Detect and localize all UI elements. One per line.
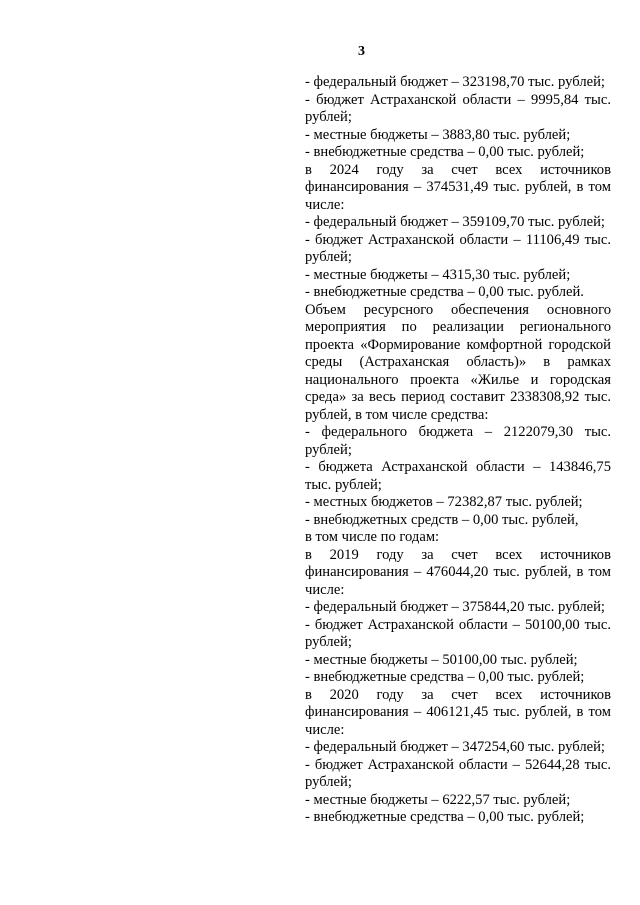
- paragraph: в 2020 году за счет всех источников финансирования – 406121,45 тыс. рублей, в том числе:: [305, 686, 611, 738]
- paragraph: - бюджет Астраханской области – 11106,49 тыс. рублей;: [305, 231, 611, 265]
- page-number: 3: [358, 44, 365, 59]
- paragraph: - местные бюджеты – 4315,30 тыс. рублей;: [305, 266, 571, 283]
- paragraph: Объем ресурсного обеспечения основного мероприятия по реализации регионального проекта «Формирование комфортной городской среды (Астраханская область)» в рамках национального проекта «Жилье и городская среда» за весь период составит 2338308,92 тыс. рублей, в том числе средства:: [305, 301, 611, 423]
- paragraph: в 2019 году за счет всех источников финансирования – 476044,20 тыс. рублей, в том числе:: [305, 546, 611, 598]
- paragraph: - федеральный бюджет – 375844,20 тыс. рублей;: [305, 599, 605, 615]
- paragraph: - бюджета Астраханской области – 143846,75 тыс. рублей;: [305, 459, 611, 493]
- paragraph: в том числе по годам:: [305, 529, 440, 545]
- paragraph: - федеральный бюджет – 359109,70 тыс. рублей;: [305, 214, 605, 230]
- paragraph: - внебюджетные средства – 0,00 тыс. рублей;: [305, 669, 585, 685]
- paragraph: - внебюджетные средства – 0,00 тыс. рублей.: [305, 284, 584, 300]
- paragraph: - местных бюджетов – 72382,87 тыс. рублей;: [305, 494, 583, 510]
- paragraph: - местные бюджеты – 3883,80 тыс. рублей;: [305, 126, 571, 143]
- paragraph: - бюджет Астраханской области – 50100,00 тыс. рублей;: [305, 616, 611, 650]
- paragraph: - бюджет Астраханской области – 9995,84 тыс. рублей;: [305, 91, 611, 125]
- paragraph: - местные бюджеты – 50100,00 тыс. рублей;: [305, 651, 578, 668]
- paragraph: - внебюджетные средства – 0,00 тыс. рублей;: [305, 809, 585, 825]
- paragraph: - внебюджетных средств – 0,00 тыс. рублей,: [305, 511, 579, 528]
- paragraph: в 2024 году за счет всех источников финансирования – 374531,49 тыс. рублей, в том числе:: [305, 161, 611, 213]
- document-body: [305, 74, 611, 827]
- paragraph: - федеральный бюджет – 347254,60 тыс. рублей;: [305, 739, 605, 755]
- paragraph: - местные бюджеты – 6222,57 тыс. рублей;: [305, 791, 571, 808]
- paragraph: - федерального бюджета – 2122079,30 тыс. рублей;: [305, 424, 611, 458]
- paragraph: - бюджет Астраханской области – 52644,28 тыс. рублей;: [305, 756, 611, 790]
- paragraph: - внебюджетные средства – 0,00 тыс. рублей;: [305, 144, 585, 160]
- paragraph: - федеральный бюджет – 323198,70 тыс. рублей;: [305, 74, 605, 90]
